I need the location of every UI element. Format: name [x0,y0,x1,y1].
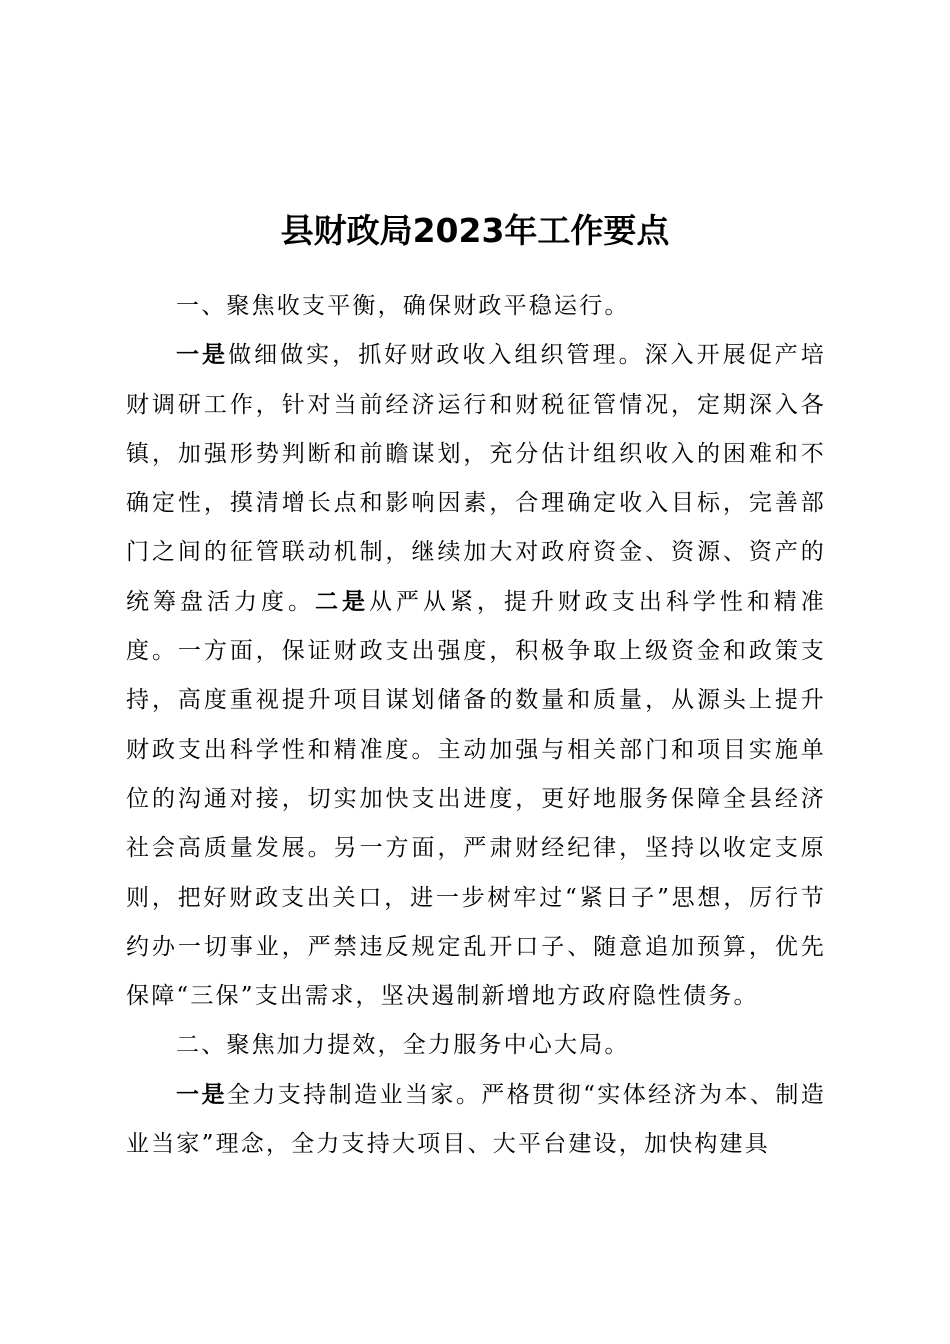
document-title: 县财政局2023年工作要点 [280,211,670,250]
paragraph-1 [126,331,826,1021]
paragraph-2-text-1: 全力支持制造业当家。严格贯彻“实体经济为本、制造业当家”理念，全力支持大项目、大平台建设，加快构建具 [126,1081,826,1158]
section-heading-1: 一、聚焦收支平衡，确保财政平稳运行。 [176,293,630,319]
document-body [126,282,826,1169]
paragraph-1-lead-2: 二是 [314,588,369,615]
section-heading-2: 二、聚焦加力提效，全力服务中心大局。 [176,1032,630,1059]
paragraph-1-text-1: 做细做实，抓好财政收入组织管理。深入开展促产培财调研工作，针对当前经济运行和财税征管情况，定期深入各镇，加强形势判断和前瞻谋划，充分估计组织收入的困难和不确定性，摸清增长点和影响因素，合理确定收入目标，完善部门之间的征管联动机制，继续加大对政府资金、资源、资产的统筹盘活力度。 [126,342,826,615]
paragraph-1-text-2: 从严从紧，提升财政支出科学性和精准度。一方面，保证财政支出强度，积极争取上级资金和政策支持，高度重视提升项目谋划储备的数量和质量，从源头上提升财政支出科学性和精准度。主动加强与相关部门和项目实施单位的沟通对接，切实加快支出进度，更好地服务保障全县经济社会高质量发展。另一方面，严肃财经纪律，坚持以收定支原则，把好财政支出关口，进一步树牢过“紧日子”思想，厉行节约办一切事业，严禁违反规定乱开口子、随意追加预算，优先保障“三保”支出需求，坚决遏制新增地方政府隐性债务。 [126,588,826,1010]
paragraph-2-lead-1: 一是 [176,1081,227,1108]
paragraph-2 [126,1071,826,1170]
paragraph-1-lead-1: 一是 [176,342,229,369]
